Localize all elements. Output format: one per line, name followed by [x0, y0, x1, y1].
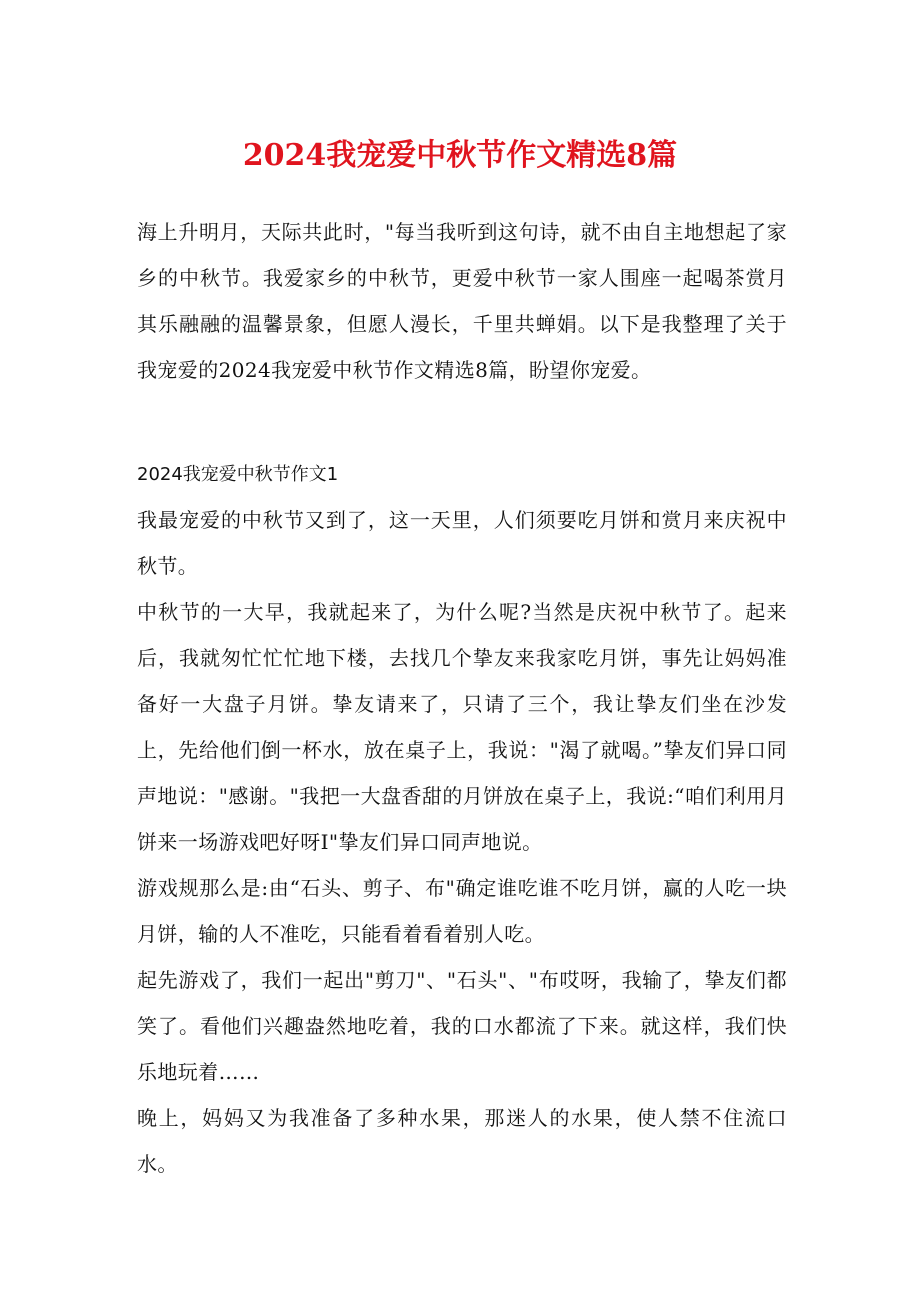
essay-paragraph: 晚上，妈妈又为我准备了多种水果，那迷人的水果，使人禁不住流口水。: [137, 1106, 787, 1176]
essay-paragraph: 我最宠爱的中秋节又到了，这一天里，人们须要吃月饼和赏月来庆祝中秋节。: [137, 508, 787, 578]
essay-paragraph: 起先游戏了，我们一起出"剪刀"、"石头"、"布哎呀，我输了，挚友们都笑了。看他们兴趣盎然地吃着，我的口水都流了下来。就这样，我们快乐地玩着……: [137, 968, 787, 1084]
intro-paragraph: [137, 209, 787, 393]
intro-text: 海上升明月，天际共此时，"每当我听到这句诗，就不由自主地想起了家乡的中秋节。我爱家乡的中秋节，更爱中秋节一家人围座一起喝茶赏月其乐融融的温馨景象，但愿人漫长，千里共蝉娟。以下是我整理了关于我宠爱的2024我宠爱中秋节作文精选8篇，盼望你宠爱。: [137, 220, 787, 382]
essay-paragraph: 中秋节的一大早，我就起来了，为什么呢?当然是庆祝中秋节了。起来后，我就匆忙忙忙地下楼，去找几个挚友来我家吃月饼，事先让妈妈准备好一大盘子月饼。挚友请来了，只请了三个，我让挚友们坐在沙发上，先给他们倒一杯水，放在桌子上，我说："渴了就喝。”挚友们异口同声地说："感谢。"我把一大盘香甜的月饼放在桌子上，我说:“咱们利用月饼来一场游戏吧好呀I"挚友们异口同声地说。: [137, 600, 787, 854]
document-title: 2024我宠爱中秋节作文精选8篇: [242, 138, 678, 173]
section-heading: 2024我宠爱中秋节作文1: [137, 464, 339, 485]
essay-body: [137, 497, 787, 1187]
essay-paragraph: 游戏规那么是:由“石头、剪子、布"确定谁吃谁不吃月饼，赢的人吃一块月饼，输的人不准吃，只能看着看着别人吃。: [137, 876, 787, 946]
